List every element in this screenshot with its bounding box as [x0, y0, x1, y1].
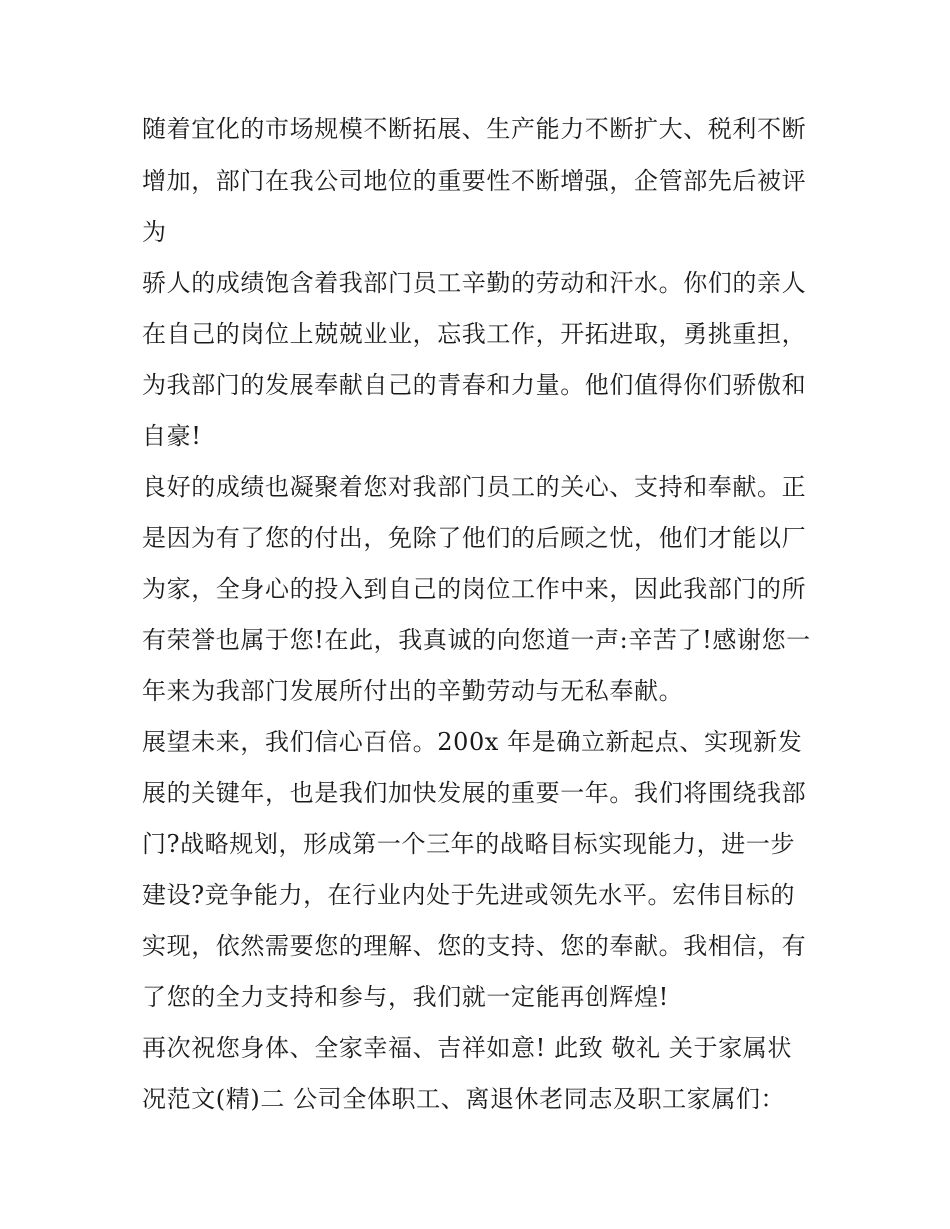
text-line: 实现，依然需要您的理解、您的支持、您的奉献。我相信，有	[142, 932, 807, 960]
text-line: 骄人的成绩饱含着我部门员工辛勤的劳动和汗水。你们的亲人	[142, 269, 807, 297]
text-line: 自豪!	[142, 422, 202, 450]
text-line: 了您的全力支持和参与，我们就一定能再创辉煌!	[142, 983, 669, 1011]
text-line: 为家，全身心的投入到自己的岗位工作中来，因此我部门的所	[142, 575, 807, 603]
text-line: 为	[142, 218, 167, 246]
text-line: 增加，部门在我公司地位的重要性不断增强，企管部先后被评	[142, 167, 807, 195]
text-line: 展的关键年，也是我们加快发展的重要一年。我们将围绕我部	[142, 779, 807, 807]
text-line: 况范文(精)二 公司全体职工、离退休老同志及职工家属们：	[142, 1085, 786, 1113]
text-line: 门?战略规划，形成第一个三年的战略目标实现能力，进一步	[142, 830, 796, 858]
text-line: 展望未来，我们信心百倍。200x 年是确立新起点、实现新发	[142, 728, 803, 756]
text-line: 再次祝您身体、全家幸福、吉祥如意! 此致 敬礼 关于家属状	[142, 1034, 792, 1062]
text-line: 是因为有了您的付出，免除了他们的后顾之忧，他们才能以厂	[142, 524, 807, 552]
text-line: 建设?竞争能力，在行业内处于先进或领先水平。宏伟目标的	[142, 881, 796, 909]
text-line: 随着宜化的市场规模不断拓展、生产能力不断扩大、税利不断	[142, 115, 807, 143]
text-line: 在自己的岗位上兢兢业业，忘我工作，开拓进取，勇挑重担，	[142, 320, 807, 348]
text-line: 良好的成绩也凝聚着您对我部门员工的关心、支持和奉献。正	[142, 473, 807, 501]
text-line: 年来为我部门发展所付出的辛勤劳动与无私奉献。	[142, 677, 684, 705]
text-line: 有荣誉也属于您!在此，我真诚的向您道一声:辛苦了!感谢您一	[142, 626, 811, 654]
text-line: 为我部门的发展奉献自己的青春和力量。他们值得你们骄傲和	[142, 371, 807, 399]
